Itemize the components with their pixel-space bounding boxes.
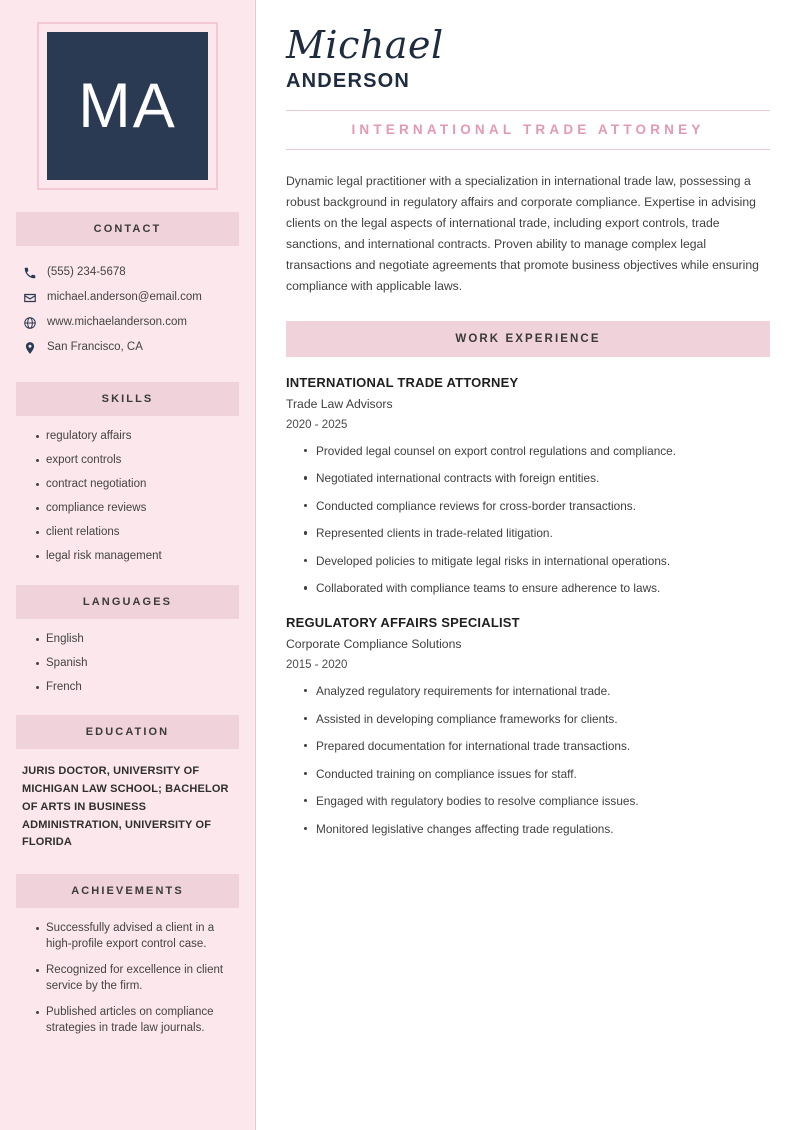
contact-location [16, 335, 239, 360]
education-heading: EDUCATION [16, 715, 239, 749]
skills-heading: SKILLS [16, 382, 239, 416]
list-item: Engaged with regulatory bodies to resolve compliance issues. [304, 793, 770, 810]
contact-phone-text: (555) 234-5678 [47, 266, 126, 279]
list-item: Analyzed regulatory requirements for international trade. [304, 683, 770, 700]
job-dates: 2015 - 2020 [286, 659, 348, 671]
contact-website [16, 310, 239, 335]
job-company: Corporate Compliance Solutions [286, 637, 462, 651]
list-item: Monitored legislative changes affecting trade regulations. [304, 821, 770, 838]
job-bullet-list [286, 443, 770, 597]
skills-list [16, 429, 239, 565]
location-pin-icon [22, 340, 37, 355]
job-role: INTERNATIONAL TRADE ATTORNEY [286, 374, 519, 390]
list-item: Successfully advised a client in a high-profile export control case. [36, 921, 239, 952]
achievements-list [16, 921, 239, 1036]
achievements-heading: ACHIEVEMENTS [16, 874, 239, 908]
contact-location-text: San Francisco, CA [47, 341, 143, 354]
list-item: Conducted training on compliance issues for staff. [304, 766, 770, 783]
monogram-frame [37, 22, 218, 190]
page-title [286, 23, 770, 93]
list-item: Recognized for excellence in client service by the firm. [36, 963, 239, 994]
contact-list [16, 260, 239, 360]
list-item: Collaborated with compliance teams to ensure adherence to laws. [304, 580, 770, 597]
list-item: legal risk management [36, 549, 239, 565]
languages-list [16, 632, 239, 696]
contact-heading: CONTACT [16, 212, 239, 246]
list-item: Spanish [36, 656, 239, 672]
list-item: regulatory affairs [36, 429, 239, 445]
professional-title: INTERNATIONAL TRADE ATTORNEY [286, 111, 770, 150]
list-item: Assisted in developing compliance frameworks for clients. [304, 711, 770, 728]
sidebar [0, 0, 256, 1130]
job-bullet-list [286, 683, 770, 837]
list-item: compliance reviews [36, 501, 239, 517]
job-role: REGULATORY AFFAIRS SPECIALIST [286, 615, 520, 630]
list-item: Published articles on compliance strategies in trade law journals. [36, 1005, 239, 1036]
work-experience-heading: WORK EXPERIENCE [286, 321, 770, 357]
contact-website-text: www.michaelanderson.com [47, 316, 187, 329]
list-item: English [36, 632, 239, 648]
list-item: Prepared documentation for international trade transactions. [304, 738, 770, 755]
experience-entry [286, 375, 770, 597]
list-item: Negotiated international contracts with foreign entities. [304, 470, 770, 487]
list-item: export controls [36, 453, 239, 469]
languages-heading: LANGUAGES [16, 585, 239, 619]
contact-phone [16, 260, 239, 285]
monogram-initials: MA [78, 71, 177, 141]
envelope-icon [22, 290, 37, 305]
globe-icon [22, 315, 37, 330]
profile-summary: Dynamic legal practitioner with a specialization in international trade law, possessing a robust background in regulatory affairs and corporate compliance. Expertise in advising clients on the legal aspects of international trade, including export controls, trade sanctions, and international contracts. Proven ability to manage complex legal transactions and negotiate agreements that promote business objectives while ensuring compliance with applicable laws. [286, 174, 759, 293]
list-item: French [36, 680, 239, 696]
experience-entry [286, 615, 770, 837]
education-text: JURIS DOCTOR, UNIVERSITY OF MICHIGAN LAW SCHOOL; BACHELOR OF ARTS IN BUSINESS ADMINISTRATION, UNIVERSITY OF FLORIDA [22, 765, 229, 849]
last-name: ANDERSON [286, 70, 411, 92]
first-name: Michael [286, 23, 444, 67]
list-item: contract negotiation [36, 477, 239, 493]
phone-icon [22, 265, 37, 280]
contact-email [16, 285, 239, 310]
list-item: Developed policies to mitigate legal risks in international operations. [304, 553, 770, 570]
list-item: Conducted compliance reviews for cross-border transactions. [304, 498, 770, 515]
contact-email-text: michael.anderson@email.com [47, 291, 202, 304]
list-item: Provided legal counsel on export control regulations and compliance. [304, 443, 770, 460]
job-company: Trade Law Advisors [286, 396, 393, 411]
monogram-box [47, 32, 208, 180]
main-content [256, 0, 800, 1130]
list-item: client relations [36, 525, 239, 541]
job-dates: 2020 - 2025 [286, 418, 348, 431]
list-item: Represented clients in trade-related litigation. [304, 525, 770, 542]
